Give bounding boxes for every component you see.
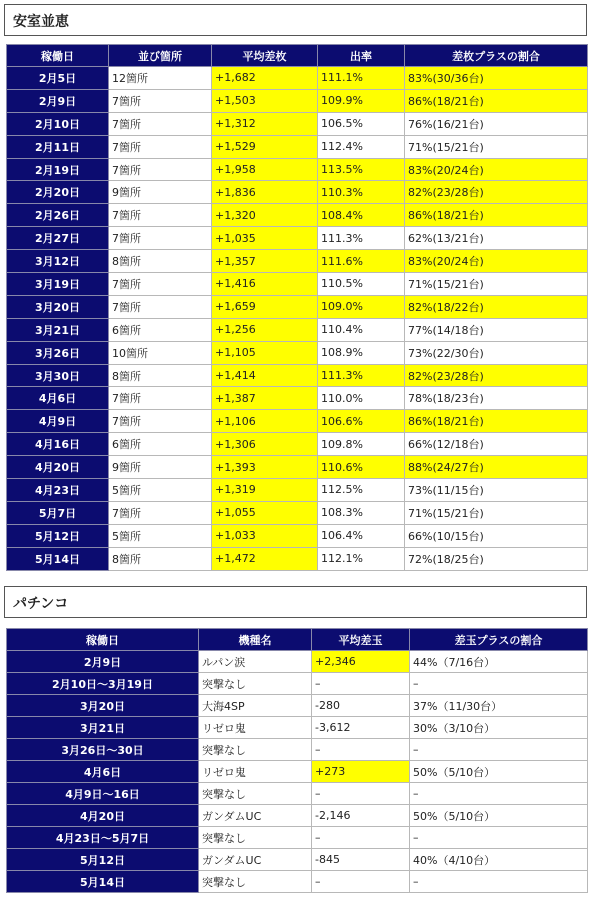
payout-rate-cell: 110.0%	[318, 387, 405, 410]
payout-rate-cell: 109.9%	[318, 89, 405, 112]
payout-rate-cell: 106.4%	[318, 524, 405, 547]
spots-cell: 5箇所	[109, 524, 212, 547]
spots-cell: 7箇所	[109, 501, 212, 524]
date-cell: 4月6日	[7, 387, 109, 410]
table-row	[7, 204, 588, 227]
date-cell: 3月20日	[7, 695, 199, 717]
avg-diff-cell: +1,055	[212, 501, 318, 524]
plus-ratio-cell: 82%(23/28台)	[405, 364, 588, 387]
table-row	[7, 739, 588, 761]
header-avg-diff: 平均差枚	[212, 45, 318, 67]
date-cell: 2月9日	[7, 89, 109, 112]
date-cell: 4月20日	[7, 805, 199, 827]
table-row	[7, 673, 588, 695]
avg-balls-cell: -2,146	[312, 805, 410, 827]
spots-cell: 7箇所	[109, 204, 212, 227]
payout-rate-cell: 108.3%	[318, 501, 405, 524]
machine-cell: リゼロ鬼	[199, 717, 312, 739]
date-cell: 4月16日	[7, 433, 109, 456]
payout-rate-cell: 113.5%	[318, 158, 405, 181]
table-row	[7, 479, 588, 502]
plus-ratio-cell: 77%(14/18台)	[405, 318, 588, 341]
table-header-row	[7, 629, 588, 651]
spots-cell: 10箇所	[109, 341, 212, 364]
plus-ratio-cell: 71%(15/21台)	[405, 135, 588, 158]
payout-rate-cell: 106.6%	[318, 410, 405, 433]
date-cell: 3月21日	[7, 318, 109, 341]
date-cell: 4月9日	[7, 410, 109, 433]
spots-cell: 7箇所	[109, 112, 212, 135]
spots-cell: 6箇所	[109, 433, 212, 456]
date-cell: 3月12日	[7, 250, 109, 273]
table-row	[7, 135, 588, 158]
plus-ratio-cell: 82%(18/22台)	[405, 295, 588, 318]
header-machine: 機種名	[199, 629, 312, 651]
table-row	[7, 158, 588, 181]
date-cell: 3月26日～30日	[7, 739, 199, 761]
spots-cell: 12箇所	[109, 67, 212, 90]
avg-diff-cell: +1,836	[212, 181, 318, 204]
avg-diff-cell: +1,357	[212, 250, 318, 273]
spots-cell: 7箇所	[109, 135, 212, 158]
payout-rate-cell: 111.3%	[318, 227, 405, 250]
avg-diff-cell: +1,106	[212, 410, 318, 433]
spots-cell: 9箇所	[109, 456, 212, 479]
avg-diff-cell: +1,682	[212, 67, 318, 90]
avg-diff-cell: +1,306	[212, 433, 318, 456]
table-row	[7, 547, 588, 570]
spots-cell: 7箇所	[109, 410, 212, 433]
table-row	[7, 273, 588, 296]
machine-cell: ガンダムUC	[199, 849, 312, 871]
plus-ratio-cell: 62%(13/21台)	[405, 227, 588, 250]
table-row	[7, 717, 588, 739]
date-cell: 4月6日	[7, 761, 199, 783]
avg-diff-cell: +1,033	[212, 524, 318, 547]
plus-ratio-cell: 66%(10/15台)	[405, 524, 588, 547]
table-row	[7, 871, 588, 893]
plus-ratio-cell: –	[410, 783, 588, 805]
plus-ratio-cell: 78%(18/23台)	[405, 387, 588, 410]
plus-ratio-cell: 66%(12/18台)	[405, 433, 588, 456]
avg-balls-cell: –	[312, 871, 410, 893]
spots-cell: 7箇所	[109, 89, 212, 112]
plus-ratio-cell: –	[410, 871, 588, 893]
date-cell: 2月20日	[7, 181, 109, 204]
plus-ratio-cell: 44%（7/16台）	[410, 651, 588, 673]
payout-rate-cell: 110.5%	[318, 273, 405, 296]
spots-cell: 7箇所	[109, 227, 212, 250]
header-date: 稼働日	[7, 629, 199, 651]
plus-ratio-cell: 37%（11/30台）	[410, 695, 588, 717]
table-row	[7, 433, 588, 456]
pachinko-results-table	[6, 628, 588, 893]
spots-cell: 7箇所	[109, 273, 212, 296]
payout-rate-cell: 111.1%	[318, 67, 405, 90]
avg-balls-cell: -280	[312, 695, 410, 717]
spots-cell: 8箇所	[109, 547, 212, 570]
avg-balls-cell: +2,346	[312, 651, 410, 673]
date-cell: 2月19日	[7, 158, 109, 181]
payout-rate-cell: 108.4%	[318, 204, 405, 227]
payout-rate-cell: 111.3%	[318, 364, 405, 387]
machine-cell: 突撃なし	[199, 827, 312, 849]
avg-diff-cell: +1,503	[212, 89, 318, 112]
avg-diff-cell: +1,958	[212, 158, 318, 181]
machine-cell: ルパン涙	[199, 651, 312, 673]
spots-cell: 7箇所	[109, 158, 212, 181]
date-cell: 2月27日	[7, 227, 109, 250]
table-row	[7, 524, 588, 547]
payout-rate-cell: 111.6%	[318, 250, 405, 273]
table-row	[7, 181, 588, 204]
table-row	[7, 827, 588, 849]
spots-cell: 8箇所	[109, 364, 212, 387]
date-cell: 4月9日～16日	[7, 783, 199, 805]
payout-rate-cell: 110.3%	[318, 181, 405, 204]
avg-balls-cell: +273	[312, 761, 410, 783]
date-cell: 4月20日	[7, 456, 109, 479]
date-cell: 2月10日～3月19日	[7, 673, 199, 695]
avg-diff-cell: +1,312	[212, 112, 318, 135]
table-row	[7, 112, 588, 135]
payout-rate-cell: 110.4%	[318, 318, 405, 341]
date-cell: 3月30日	[7, 364, 109, 387]
plus-ratio-cell: 86%(18/21台)	[405, 410, 588, 433]
payout-rate-cell: 110.6%	[318, 456, 405, 479]
date-cell: 3月26日	[7, 341, 109, 364]
table-row	[7, 341, 588, 364]
date-cell: 5月7日	[7, 501, 109, 524]
payout-rate-cell: 109.0%	[318, 295, 405, 318]
section-title-pachinko: パチンコ	[4, 586, 587, 618]
plus-ratio-cell: 83%(20/24台)	[405, 158, 588, 181]
spots-cell: 6箇所	[109, 318, 212, 341]
avg-diff-cell: +1,416	[212, 273, 318, 296]
payout-rate-cell: 106.5%	[318, 112, 405, 135]
avg-diff-cell: +1,659	[212, 295, 318, 318]
avg-diff-cell: +1,472	[212, 547, 318, 570]
avg-balls-cell: -3,612	[312, 717, 410, 739]
avg-diff-cell: +1,393	[212, 456, 318, 479]
date-cell: 2月26日	[7, 204, 109, 227]
date-cell: 4月23日～5月7日	[7, 827, 199, 849]
spots-cell: 8箇所	[109, 250, 212, 273]
plus-ratio-cell: 76%(16/21台)	[405, 112, 588, 135]
payout-rate-cell: 108.9%	[318, 341, 405, 364]
spots-cell: 5箇所	[109, 479, 212, 502]
payout-rate-cell: 112.5%	[318, 479, 405, 502]
machine-cell: 突撃なし	[199, 871, 312, 893]
spots-cell: 7箇所	[109, 387, 212, 410]
table-row	[7, 410, 588, 433]
plus-ratio-cell: 30%（3/10台）	[410, 717, 588, 739]
avg-diff-cell: +1,035	[212, 227, 318, 250]
avg-diff-cell: +1,387	[212, 387, 318, 410]
header-date: 稼働日	[7, 45, 109, 67]
header-spots: 並び箇所	[109, 45, 212, 67]
plus-ratio-cell: 71%(15/21台)	[405, 273, 588, 296]
plus-ratio-cell: –	[410, 827, 588, 849]
plus-ratio-cell: 50%（5/10台）	[410, 805, 588, 827]
table-row	[7, 318, 588, 341]
table-row	[7, 295, 588, 318]
header-payout-rate: 出率	[318, 45, 405, 67]
avg-balls-cell: –	[312, 783, 410, 805]
table-row	[7, 651, 588, 673]
table-row	[7, 456, 588, 479]
table-header-row	[7, 45, 588, 67]
avg-balls-cell: –	[312, 673, 410, 695]
machine-cell: 突撃なし	[199, 783, 312, 805]
table-row	[7, 849, 588, 871]
machine-cell: ガンダムUC	[199, 805, 312, 827]
plus-ratio-cell: –	[410, 739, 588, 761]
section-title-slot: 安室並恵	[4, 4, 587, 36]
plus-ratio-cell: 73%(22/30台)	[405, 341, 588, 364]
avg-diff-cell: +1,319	[212, 479, 318, 502]
table-row	[7, 783, 588, 805]
plus-ratio-cell: 72%(18/25台)	[405, 547, 588, 570]
plus-ratio-cell: –	[410, 673, 588, 695]
date-cell: 3月19日	[7, 273, 109, 296]
plus-ratio-cell: 71%(15/21台)	[405, 501, 588, 524]
plus-ratio-cell: 88%(24/27台)	[405, 456, 588, 479]
spots-cell: 7箇所	[109, 295, 212, 318]
plus-ratio-cell: 86%(18/21台)	[405, 204, 588, 227]
plus-ratio-cell: 82%(23/28台)	[405, 181, 588, 204]
table-row	[7, 227, 588, 250]
table-row	[7, 761, 588, 783]
plus-ratio-cell: 73%(11/15台)	[405, 479, 588, 502]
avg-diff-cell: +1,529	[212, 135, 318, 158]
table-row	[7, 501, 588, 524]
payout-rate-cell: 109.8%	[318, 433, 405, 456]
plus-ratio-cell: 40%（4/10台）	[410, 849, 588, 871]
avg-diff-cell: +1,320	[212, 204, 318, 227]
plus-ratio-cell: 83%(30/36台)	[405, 67, 588, 90]
header-plus-ratio: 差枚プラスの割合	[405, 45, 588, 67]
date-cell: 5月12日	[7, 524, 109, 547]
slot-results-table	[6, 44, 588, 571]
date-cell: 3月21日	[7, 717, 199, 739]
table-row	[7, 364, 588, 387]
machine-cell: リゼロ鬼	[199, 761, 312, 783]
header-plus-ratio: 差玉プラスの割合	[410, 629, 588, 651]
plus-ratio-cell: 86%(18/21台)	[405, 89, 588, 112]
table-row	[7, 805, 588, 827]
machine-cell: 突撃なし	[199, 673, 312, 695]
table-row	[7, 250, 588, 273]
payout-rate-cell: 112.4%	[318, 135, 405, 158]
table-row	[7, 67, 588, 90]
table-row	[7, 89, 588, 112]
header-avg-balls: 平均差玉	[312, 629, 410, 651]
date-cell: 2月11日	[7, 135, 109, 158]
machine-cell: 大海4SP	[199, 695, 312, 717]
date-cell: 2月5日	[7, 67, 109, 90]
table-row	[7, 695, 588, 717]
payout-rate-cell: 112.1%	[318, 547, 405, 570]
date-cell: 5月14日	[7, 871, 199, 893]
avg-balls-cell: -845	[312, 849, 410, 871]
avg-diff-cell: +1,414	[212, 364, 318, 387]
avg-diff-cell: +1,256	[212, 318, 318, 341]
spots-cell: 9箇所	[109, 181, 212, 204]
avg-diff-cell: +1,105	[212, 341, 318, 364]
date-cell: 2月9日	[7, 651, 199, 673]
avg-balls-cell: –	[312, 827, 410, 849]
date-cell: 3月20日	[7, 295, 109, 318]
plus-ratio-cell: 50%（5/10台）	[410, 761, 588, 783]
date-cell: 5月14日	[7, 547, 109, 570]
machine-cell: 突撃なし	[199, 739, 312, 761]
table-row	[7, 387, 588, 410]
avg-balls-cell: –	[312, 739, 410, 761]
plus-ratio-cell: 83%(20/24台)	[405, 250, 588, 273]
date-cell: 4月23日	[7, 479, 109, 502]
date-cell: 2月10日	[7, 112, 109, 135]
date-cell: 5月12日	[7, 849, 199, 871]
